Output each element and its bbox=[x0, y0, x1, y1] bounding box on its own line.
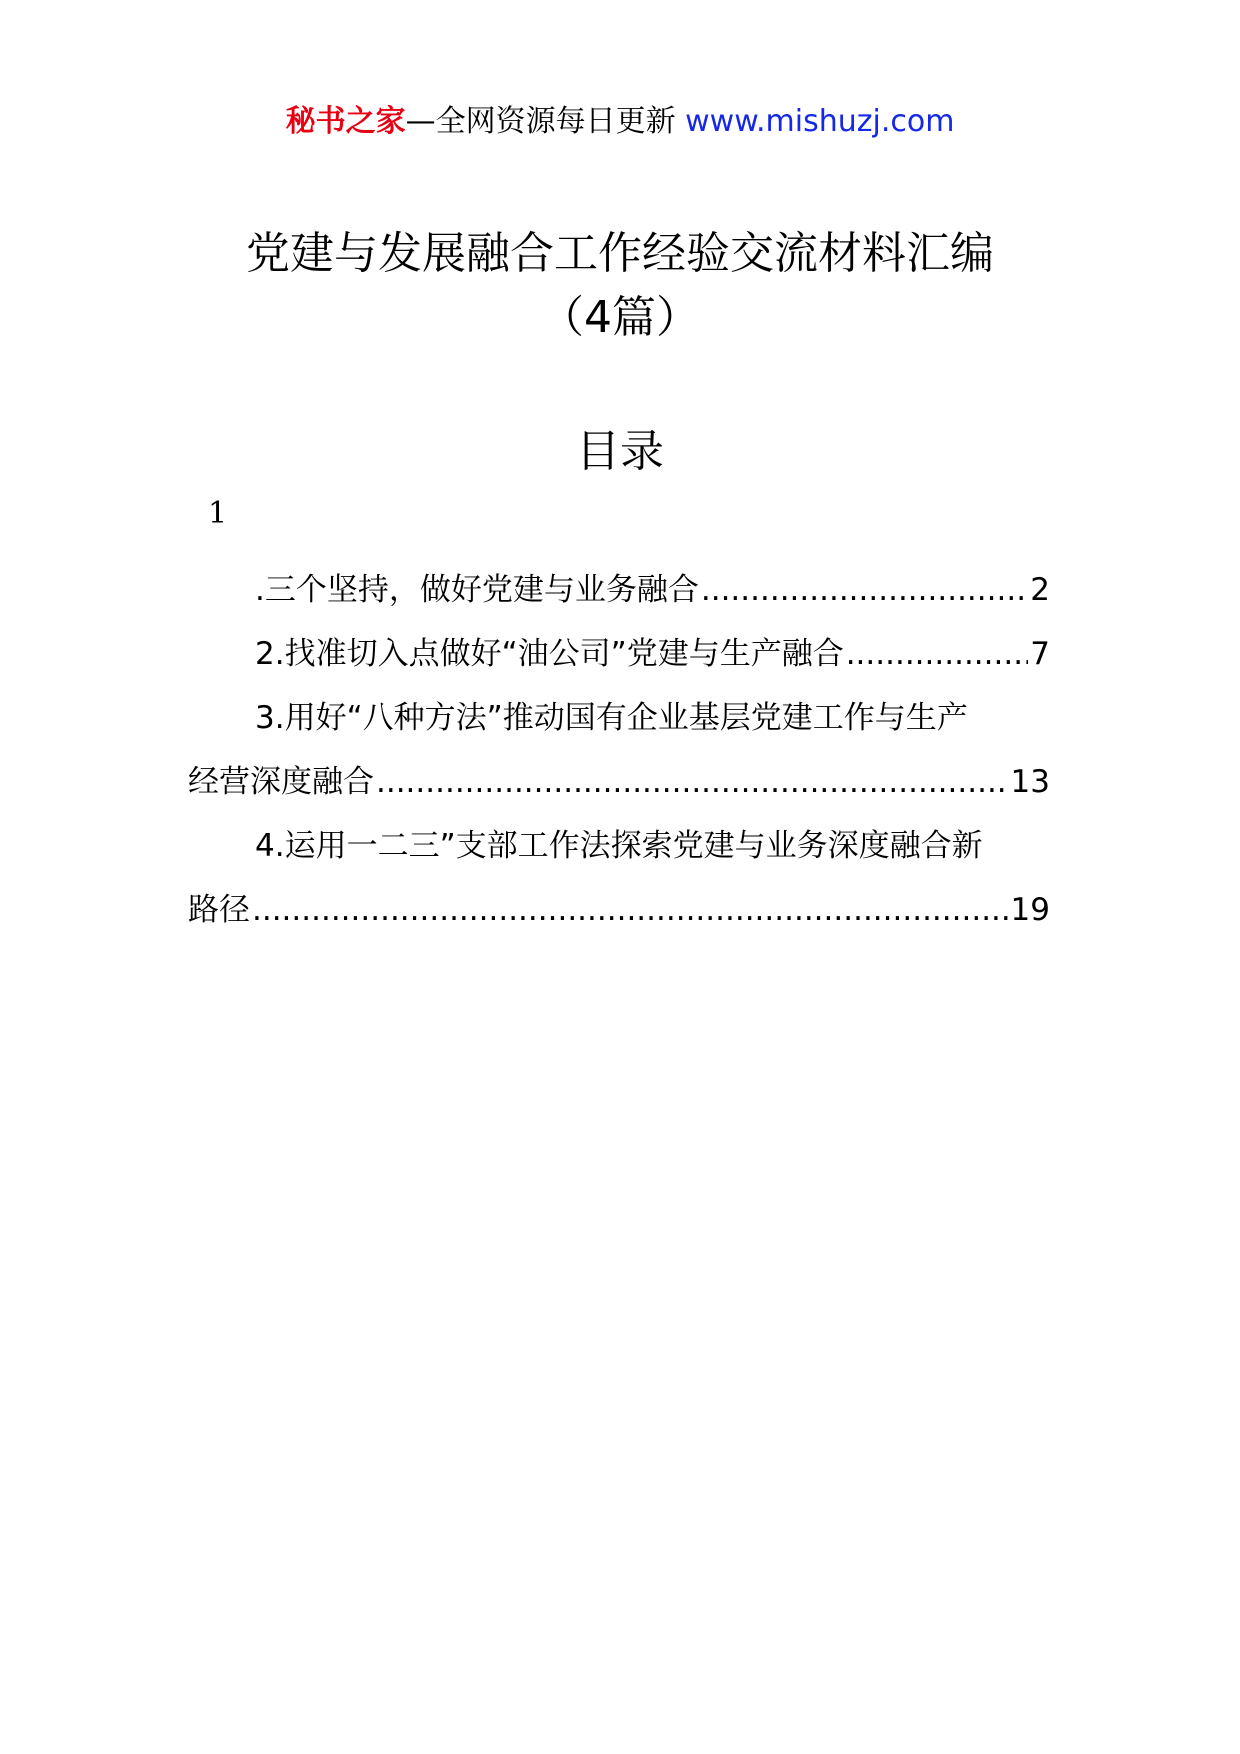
stray-number: 1 bbox=[208, 496, 228, 531]
toc-entry-4[interactable] bbox=[188, 814, 1050, 942]
site-url-link[interactable]: www.mishuzj.com bbox=[685, 104, 955, 139]
toc-entry-4-line-1 bbox=[188, 814, 1050, 878]
toc-leader-dots bbox=[846, 622, 1029, 686]
title-line-2: （4篇） bbox=[540, 292, 700, 343]
header-slogan: —全网资源每日更新 bbox=[405, 104, 676, 139]
toc-entry-2[interactable] bbox=[188, 622, 1050, 686]
toc-entry-text: 2.找准切入点做好“油公司”党建与生产融合 bbox=[255, 636, 844, 672]
table-of-contents bbox=[188, 558, 1050, 942]
toc-entry-3[interactable] bbox=[188, 686, 1050, 814]
toc-entry-1[interactable] bbox=[188, 558, 1050, 622]
title-line-1: 党建与发展融合工作经验交流材料汇编 bbox=[246, 228, 994, 279]
toc-leader-dots bbox=[701, 558, 1028, 622]
toc-entry-text-continued: 路径 bbox=[188, 892, 250, 928]
toc-entry-4-line-2 bbox=[188, 878, 1050, 942]
toc-page-number: 13 bbox=[1010, 764, 1050, 800]
toc-heading: 目录 bbox=[576, 426, 664, 477]
toc-entry-text: .三个坚持，做好党建与业务融合 bbox=[255, 572, 699, 608]
toc-page-number: 19 bbox=[1010, 892, 1050, 928]
toc-entry-text: 3.用好“八种方法”推动国有企业基层党建工作与生产 bbox=[255, 700, 968, 736]
toc-page-number: 7 bbox=[1030, 636, 1050, 672]
brand-name: 秘书之家 bbox=[285, 104, 406, 139]
toc-entry-text: 4.运用一二三”支部工作法探索党建与业务深度融合新 bbox=[255, 828, 983, 864]
document-title bbox=[0, 222, 1240, 350]
toc-leader-dots bbox=[376, 750, 1009, 814]
toc-entry-text-continued: 经营深度融合 bbox=[188, 764, 374, 800]
toc-entry-3-line-1 bbox=[188, 686, 1050, 750]
toc-leader-dots bbox=[252, 878, 1009, 942]
toc-page-number: 2 bbox=[1030, 572, 1050, 608]
site-header bbox=[0, 100, 1240, 144]
toc-entry-3-line-2 bbox=[188, 750, 1050, 814]
